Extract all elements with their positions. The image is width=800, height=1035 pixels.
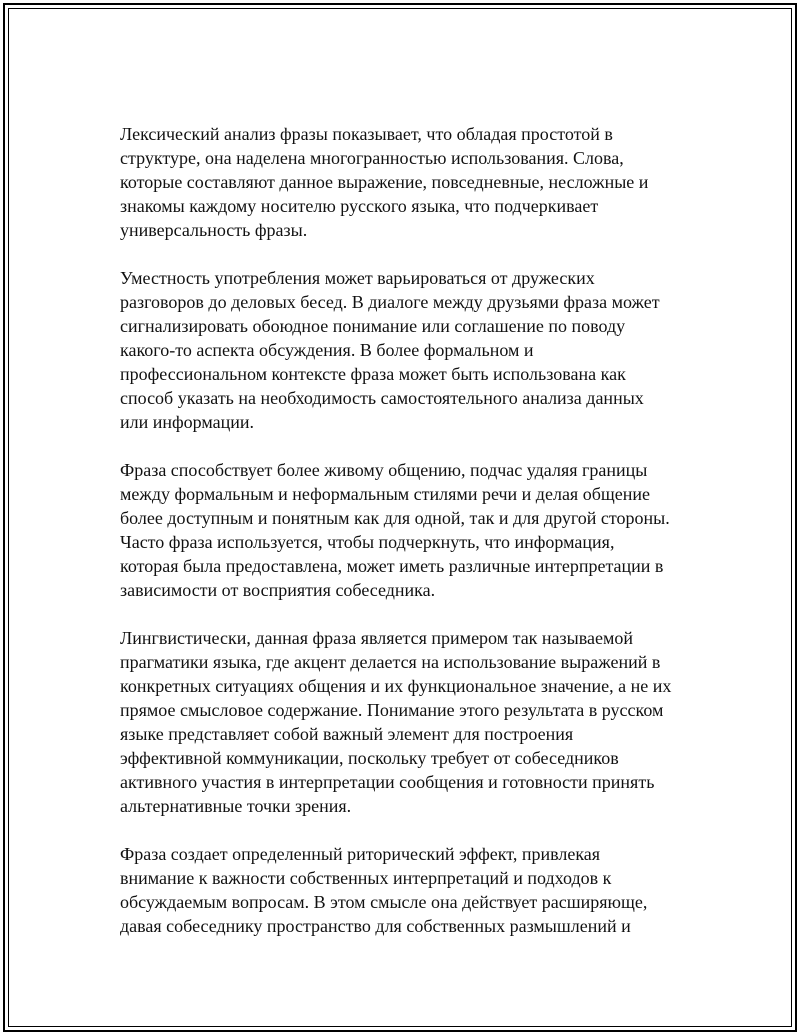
paragraph-usage-appropriateness: Уместность употребления может варьироваться от дружеских разговоров до деловых бесед. В диалоге между друзьями фраза может сигнализировать обоюдное понимание или соглашение по поводу какого-то аспекта обсуждения. В более формальном и профессиональном контексте фраза может быть использована как способ указать на необходимость самостоятельного анализа данных или информации. — [120, 268, 660, 432]
page-border — [3, 3, 797, 1032]
paragraph-linguistic-pragmatics: Лингвистически, данная фраза является примером так называемой прагматики языка, где акцент делается на использование выражений в конкретных ситуациях общения и их функциональное значение, а не их прямое смысловое содержание. Понимание этого результата в русском языке представляет собой важный элемент для построения эффективной коммуникации, поскольку требует от собеседников активного участия в интерпретации сообщения и готовности принять альтернативные точки зрения. — [120, 628, 672, 816]
paragraph-lively-communication: Фраза способствует более живому общению, подчас удаляя границы между формальным и неформальным стилями речи и делая общение более доступным и понятным как для одной, так и для другой стороны. Часто фраза используется, чтобы подчеркнуть, что информация, которая была предоставлена, может иметь различные интерпретации в зависимости от восприятия собеседника. — [120, 460, 670, 600]
paragraph-lexical-analysis: Лексический анализ фразы показывает, что обладая простотой в структуре, она наделена многогранностью использования. Слова, которые составляют данное выражение, повседневные, несложные и знакомы каждому носителю русского языка, что подчеркивает универсальность фразы. — [120, 124, 649, 240]
paragraph-rhetorical-effect: Фраза создает определенный риторический эффект, привлекая внимание к важности собственных интерпретаций и подходов к обсуждаемым вопросам. В этом смысле она действует расширяюще, давая собеседнику пространство для собственных размышлений и — [120, 844, 648, 936]
document-body — [120, 122, 695, 962]
